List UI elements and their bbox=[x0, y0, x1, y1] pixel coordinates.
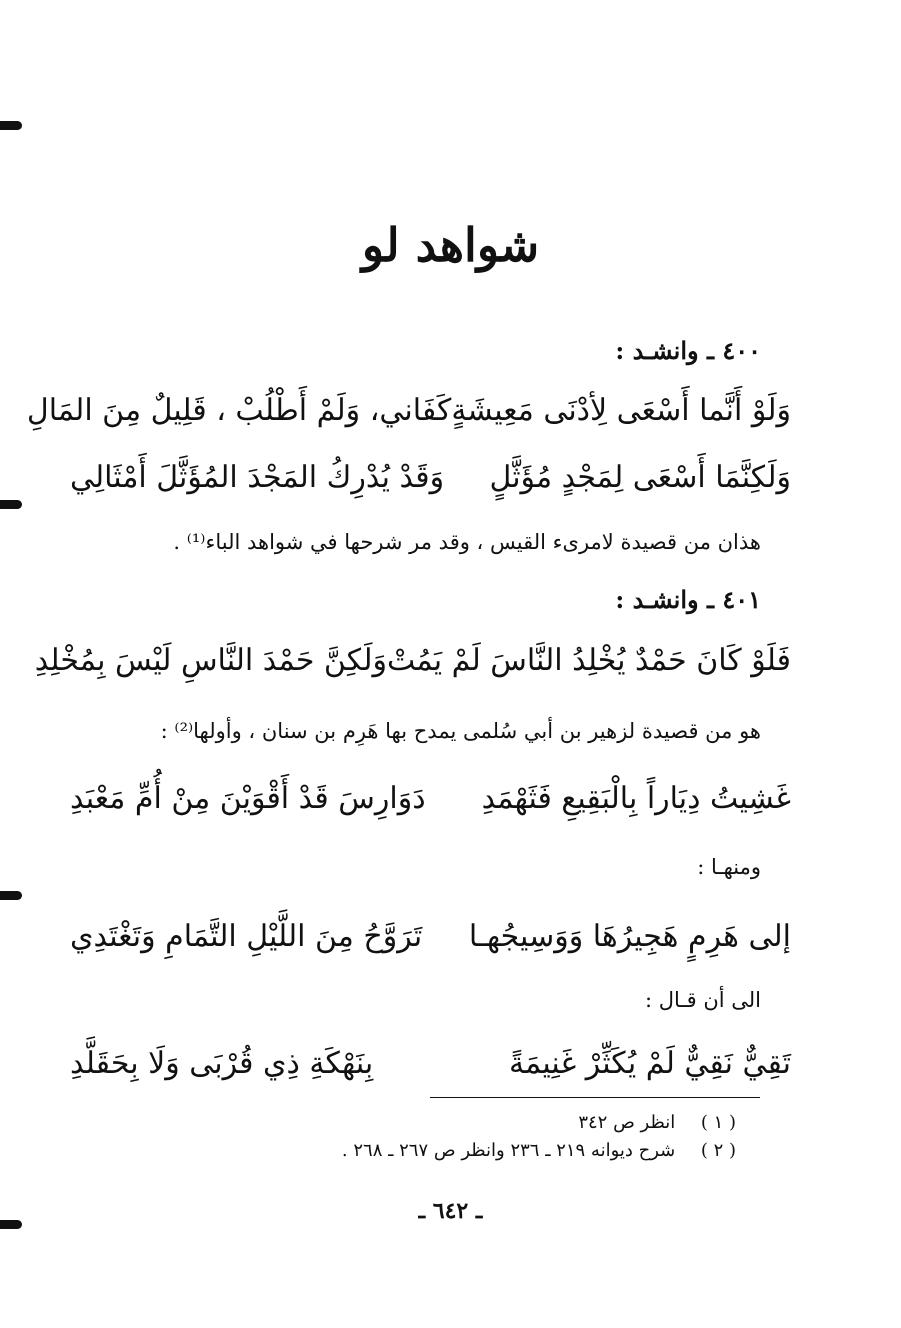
verse-first-hemistich: غَشِيتُ دِيَاراً بِالْبَقِيعِ فَثَهْمَدِ bbox=[481, 780, 791, 816]
verse-line bbox=[26, 385, 791, 435]
verse-first-hemistich: إلى هَرِمٍ هَجِيرُهَا وَوَسِيجُهـا bbox=[468, 918, 791, 954]
section-heading-401: ٤٠١ ـ وانشـد : bbox=[615, 585, 761, 614]
footnote bbox=[578, 1112, 736, 1133]
verse-first-hemistich: تَقِيٌّ نَقِيٌّ لَمْ يُكَثِّرْ غَنِيمَةً bbox=[508, 1045, 791, 1081]
verse-second-hemistich: بِنَهْكَةِ ذِي قُرْبَى وَلَا بِحَقَلَّدِ bbox=[70, 1045, 374, 1081]
verse-second-hemistich: دَوَارِسَ قَدْ أَقْوَيْنَ مِنْ أُمِّ مَعْبَدِ bbox=[70, 780, 426, 816]
verse-line bbox=[70, 911, 791, 961]
footnote bbox=[342, 1140, 736, 1161]
commentary-note: ومنهـا : bbox=[697, 855, 761, 879]
section-heading-400: ٤٠٠ ـ وانشـد : bbox=[615, 336, 761, 365]
verse-second-hemistich: كَفَاني، وَلَمْ أَطْلُبْ ، قَلِيلٌ مِنَ المَالِ bbox=[26, 392, 452, 428]
commentary-note: هو من قصيدة لزهير بن أبي سُلمى يمدح بها هَرِم بن سنان ، وأولها⁽²⁾ : bbox=[160, 719, 761, 743]
footnote-text: انظر ص ٣٤٢ bbox=[578, 1112, 676, 1133]
footnote-number: ( ١ ) bbox=[700, 1112, 736, 1133]
commentary-note: هذان من قصيدة لامرىء القيس ، وقد مر شرحها في شواهد الباء⁽¹⁾ . bbox=[173, 530, 761, 554]
page-number: ـ ٦٤٢ ـ bbox=[418, 1198, 483, 1224]
binding-mark bbox=[0, 500, 22, 509]
verse-second-hemistich: وَلَكِنَّ حَمْدَ النَّاسِ لَيْسَ بِمُخْلِدِ bbox=[34, 642, 387, 678]
footnote-text: شرح ديوانه ٢١٩ ـ ٢٣٦ وانظر ص ٢٦٧ ـ ٢٦٨ . bbox=[341, 1140, 676, 1161]
verse-line bbox=[70, 452, 791, 502]
verse-line bbox=[70, 773, 791, 823]
verse-line bbox=[70, 1038, 791, 1088]
verse-first-hemistich: وَلَوْ أَنَّما أَسْعَى لِأدْنَى مَعِيشَةٍ bbox=[451, 392, 791, 428]
verse-first-hemistich: فَلَوْ كَانَ حَمْدٌ يُخْلِدُ النَّاسَ لَمْ يَمُتْ bbox=[386, 642, 791, 678]
verse-first-hemistich: وَلَكِنَّمَا أَسْعَى لِمَجْدٍ مُؤَثَّلٍ bbox=[489, 459, 791, 495]
verse-second-hemistich: وَقَدْ يُدْرِكُ المَجْدَ المُؤَثَّلَ أَمْثَالِي bbox=[70, 459, 445, 495]
verse-line bbox=[34, 635, 791, 685]
commentary-note: الى أن قـال : bbox=[645, 988, 761, 1012]
footnote-rule bbox=[430, 1097, 760, 1098]
page-title: شواهد لو bbox=[361, 218, 540, 272]
footnote-number: ( ٢ ) bbox=[700, 1140, 736, 1161]
binding-mark bbox=[0, 891, 22, 900]
binding-mark bbox=[0, 121, 22, 130]
verse-second-hemistich: تَرَوَّحُ مِنَ اللَّيْلِ التَّمَامِ وَتَغْتَدِي bbox=[70, 918, 423, 954]
